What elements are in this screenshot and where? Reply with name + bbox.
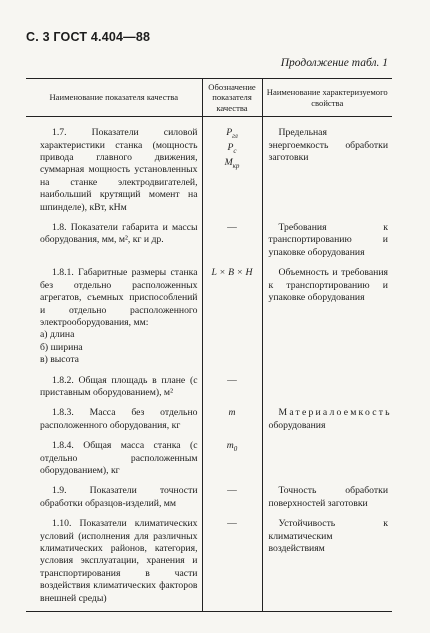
table-row	[26, 214, 392, 259]
indicator-name: 1.8.3. Масса без отдельно расположенного оборудования, кг	[40, 407, 198, 431]
table-row	[26, 432, 392, 477]
indicator-symbol: —	[202, 367, 262, 400]
table-row	[26, 510, 392, 611]
property-name	[262, 399, 392, 432]
table-header-row	[26, 79, 392, 117]
property-name: Объемность и требования к транспортированию и упаковке оборудования	[262, 259, 392, 366]
symbol-line: $M_{кр}$	[224, 157, 240, 171]
page-header: С. 3 ГОСТ 4.404—88	[26, 30, 151, 44]
indicator-symbol: —	[202, 510, 262, 611]
indicator-name: 1.8.4. Общая масса станка (с отдельно расположенным оборудованием), кг	[40, 440, 198, 476]
property-rest: оборудования	[268, 419, 326, 431]
indicator-name: 1.8.1. Габаритные размеры станка без отдельно расположенных агрегатов, съемных приспособлений и отдельно расположенного электрооборудования, мм: а) длина б) ширина в) высота	[40, 267, 198, 366]
table-row	[26, 477, 392, 510]
indicator-name: 1.10. Показатели климатических условий (исполнения для различных климатических районов, категория, условия эксплуатации, хранения и транспортирования в части воздействия климатических факторов внешней среды)	[26, 510, 202, 611]
symbol-subscript: кр	[232, 162, 240, 171]
property-name: Устойчивость к климатическим воздействиям	[262, 510, 392, 611]
symbol-m0: $m_0$	[226, 440, 238, 454]
indicator-symbol: L × B × H	[202, 259, 262, 366]
table-row	[26, 259, 392, 366]
column-header-symbol: Обозначение показателя качества	[202, 79, 262, 117]
indicator-symbol	[202, 432, 262, 477]
property-name	[262, 367, 392, 400]
column-header-indicator-name: Наименование показателя качества	[26, 79, 202, 117]
indicator-name: 1.8. Показатели габарита и массы оборудования, мм, м², кг и др.	[40, 222, 198, 246]
indicator-symbol	[202, 117, 262, 214]
property-emphasis: Материалоемкость	[278, 407, 392, 419]
table-row	[26, 399, 392, 432]
symbol-subscript: гл	[232, 132, 238, 141]
symbol-subscript: 0	[233, 445, 238, 454]
symbol-line: $P_с$	[227, 142, 237, 156]
indicator-symbol: m	[202, 399, 262, 432]
subitem-width: б) ширина	[40, 341, 83, 353]
property-name	[262, 432, 392, 477]
indicator-symbol: —	[202, 477, 262, 510]
table-row	[26, 367, 392, 400]
indicator-symbol: —	[202, 214, 262, 259]
column-header-property: Наименование характеризуемого свойства	[262, 79, 392, 117]
indicator-name: 1.9. Показатели точности обработки образцов-изделий, мм	[40, 485, 198, 509]
property-name: Предельная энергоемкость обработки заготовки	[262, 117, 392, 214]
table-row	[26, 117, 392, 214]
quality-indicators-table	[26, 78, 392, 612]
indicator-name: 1.8.2. Общая площадь в плане (с приставным оборудованием), м²	[40, 374, 198, 398]
symbol-subscript: с	[233, 147, 237, 156]
symbol-line: $P_{гл}$	[226, 127, 238, 141]
property-name: Точность обработки поверхностей заготовки	[262, 477, 392, 510]
property-name: Требования к транспортированию и упаковке оборудования	[262, 214, 392, 259]
subitem-height: в) высота	[40, 354, 79, 366]
subitem-length: а) длина	[40, 329, 75, 341]
table-continuation-label: Продолжение табл. 1	[280, 57, 388, 69]
indicator-name: 1.7. Показатели силовой характеристики станка (мощность привода главного движения, суммарная мощность установленных на станке электродвигателей, наибольший крутящий момент на шпинделе), кВт, кНм	[40, 127, 198, 213]
